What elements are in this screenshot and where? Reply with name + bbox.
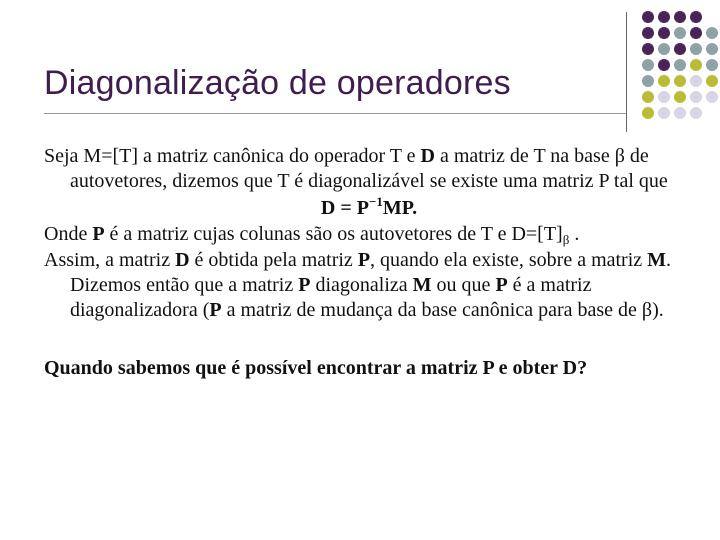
dot [658,91,670,103]
text-run: . Dizemos então que a matriz [70,249,672,296]
text-run-bold: M [647,249,667,271]
dot [658,43,670,55]
page-title: Diagonalização de operadores [44,64,511,102]
text-run: ou que [431,274,496,296]
dot [674,43,686,55]
text-run: . [569,223,580,245]
text-run: diagonaliza [310,274,413,296]
dot [642,27,654,39]
text-run-bold: P [298,274,311,296]
text-run-bold: P [495,274,508,296]
dot [642,91,654,103]
dot [642,59,654,71]
text-run: Seja M=[T] a matriz canônica do operador T e [44,145,421,167]
text-run: Assim, a matriz [44,249,176,271]
dot [674,59,686,71]
dot [690,59,702,71]
formula-text: D = P [320,197,369,219]
dot [674,75,686,87]
dot [658,11,670,23]
dot [690,91,702,103]
text-run-bold: M [412,274,432,296]
dot [706,27,718,39]
paragraph-explanation [44,248,694,323]
vertical-divider [626,12,627,132]
dot [690,11,702,23]
dot [674,107,686,119]
title-underline [44,113,626,114]
dot [674,27,686,39]
dot [658,27,670,39]
dot [706,91,718,103]
text-run: é obtida pela matriz [189,249,358,271]
text-run: , quando ela existe, sobre a matriz [370,249,648,271]
dot [674,11,686,23]
paragraph-definition [44,144,694,194]
dot [690,107,702,119]
dot [706,75,718,87]
dot [642,11,654,23]
dot [642,43,654,55]
text-run: é a matriz diagonalizadora ( [70,274,592,321]
dot [674,91,686,103]
paragraph-columns [44,222,694,248]
dot [642,107,654,119]
text-run-bold: D [420,145,435,167]
dot [690,43,702,55]
dot [690,75,702,87]
formula-text: MP. [382,197,418,219]
text-run: a matriz de mudança da base canônica para base de β). [221,299,664,321]
text-run-bold: P [92,223,105,245]
dot [706,43,718,55]
subscript: β [562,232,570,247]
slide-body [44,144,694,381]
text-run-bold: P [209,299,222,321]
formula-superscript: −1 [368,194,383,209]
text-run-bold: P [357,249,371,271]
dot [658,107,670,119]
dot [658,59,670,71]
formula [44,196,694,222]
dot [706,59,718,71]
dot [658,75,670,87]
dot [642,75,654,87]
text-run: é a matriz cujas colunas são os autovetores de T e D=[T] [104,223,563,245]
text-run-bold: D [175,249,190,271]
dot [690,27,702,39]
question: Quando sabemos que é possível encontrar a matriz P e obter D? [44,357,588,379]
text-run: a matriz de T na base β de autovetores, dizemos que T é diagonalizável se existe uma matriz P tal que [70,145,668,192]
text-run: Onde [44,223,93,245]
